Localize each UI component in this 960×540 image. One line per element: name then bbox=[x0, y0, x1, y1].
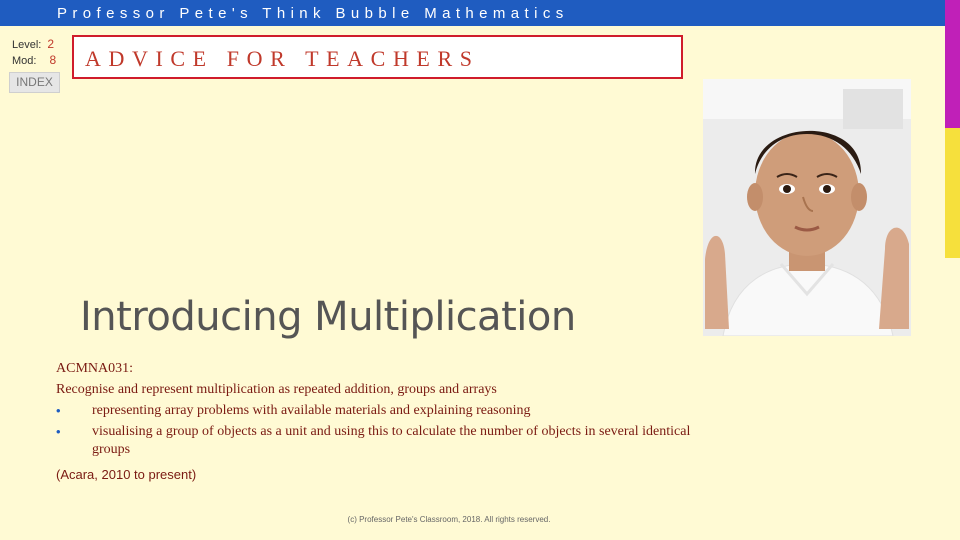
accent-strip-yellow bbox=[945, 128, 960, 258]
bullet-marker: • bbox=[56, 424, 61, 439]
level-label: Level: bbox=[12, 39, 42, 51]
curriculum-description: Recognise and represent multiplication as repeated addition, groups and arrays bbox=[56, 382, 497, 397]
mod-value: 8 bbox=[49, 53, 57, 67]
advice-banner bbox=[72, 35, 683, 79]
level-value: 2 bbox=[47, 37, 55, 51]
level-indicator bbox=[12, 37, 54, 51]
mod-label: Mod: bbox=[12, 55, 37, 67]
bullet-item: visualising a group of objects as a unit and using this to calculate the number of objects in several identical groups bbox=[92, 424, 691, 457]
series-title: Professor Pete's Think Bubble Mathematics bbox=[57, 5, 569, 22]
index-button[interactable]: INDEX bbox=[9, 72, 60, 93]
bullet-marker: • bbox=[56, 403, 61, 418]
accent-strip-purple bbox=[945, 0, 960, 128]
citation: (Acara, 2010 to present) bbox=[56, 467, 197, 482]
bullet-item: representing array problems with available materials and explaining reasoning bbox=[92, 403, 531, 418]
top-bar bbox=[0, 0, 945, 26]
student-photo bbox=[703, 79, 911, 336]
module-indicator bbox=[12, 53, 56, 67]
copyright-footer: (c) Professor Pete's Classroom, 2018. All rights reserved. bbox=[347, 515, 551, 524]
advice-banner-text: ADVICE FOR TEACHERS bbox=[85, 46, 480, 71]
lesson-title: Introducing Multiplication bbox=[80, 294, 576, 340]
curriculum-code: ACMNA031: bbox=[56, 361, 134, 376]
